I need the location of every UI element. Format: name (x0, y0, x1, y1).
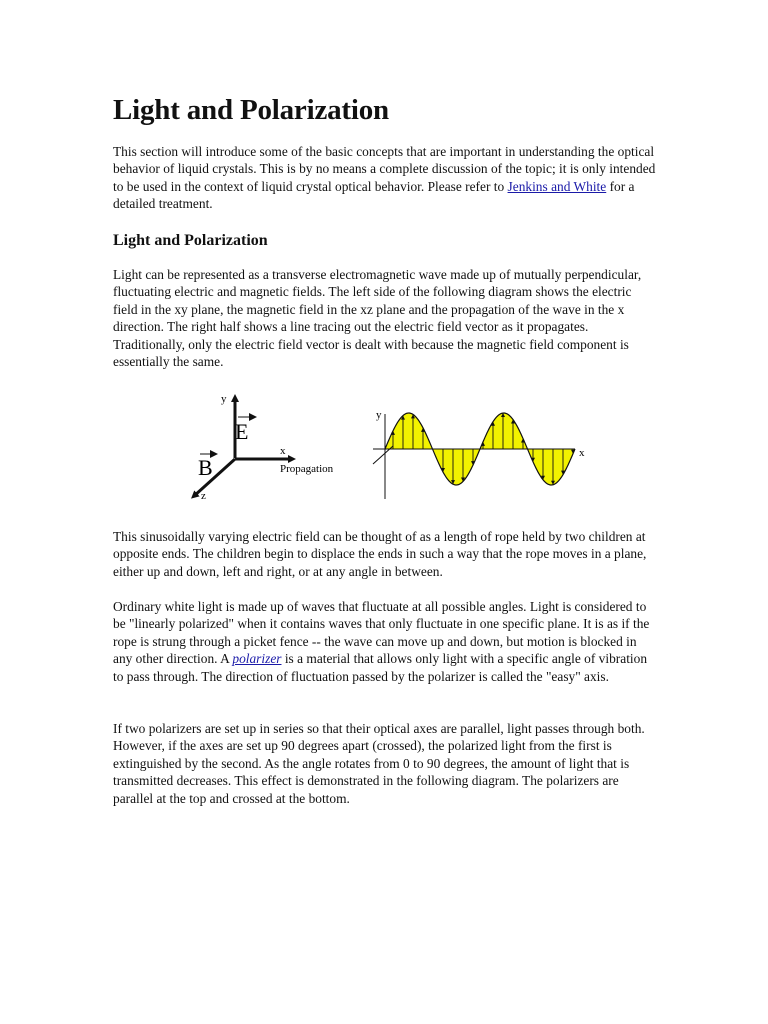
polarizer-paragraph (113, 598, 658, 685)
intro-text-before: This section will introduce some of the basic concepts that are important in understanding the optical behavior of liquid crystals. This is by no means a complete discussion of the topic; it is only intended to be used in the context of liquid crystal optical behavior. Please refer to (113, 144, 656, 194)
e-vector-label: E (235, 419, 249, 444)
section-heading: Light and Polarization (113, 232, 268, 249)
propagation-label: Propagation (280, 463, 334, 475)
axes-diagram (180, 386, 350, 506)
axis-z-label: z (201, 490, 206, 502)
intro-text-after: for a detailed treatment. (113, 178, 635, 212)
axes-svg (180, 386, 350, 506)
rope-paragraph: This sinusoidally varying electric field can be thought of as a length of rope held by two children at opposite ends. The children begin to displace the ends in such a way that the rope moves in a plane, either up and down, left and right, or at any angle in between. (113, 529, 647, 579)
polarizer-text-before: Ordinary white light is made up of waves that fluctuate at all possible angles. Light is considered to be "linearly polarized" when it contains waves that only fluctuate in one specific plane. It is as if the rope is strung through a picket fence -- the wave can move up and down, but motion is blocked in any other direction. A (113, 599, 650, 667)
wave-svg (368, 404, 593, 504)
jenkins-white-link[interactable]: Jenkins and White (507, 178, 607, 194)
b-vector-label: B (198, 455, 213, 480)
crossed-paragraph: If two polarizers are set up in series so that their optical axes are parallel, light passes through both. However, if the axes are set up 90 degrees apart (crossed), the polarized light from the first is extinguished by the second. As the angle rotates from 0 to 90 degrees, the amount of light that is transmitted decreases. This effect is demonstrated in the following diagram. The polarizers are parallel at the top and crossed at the bottom. (113, 721, 645, 806)
axis-x-label: x (280, 445, 286, 457)
wave-y-label: y (376, 409, 382, 421)
polarizer-link[interactable]: polarizer (232, 651, 282, 667)
axis-y-label: y (221, 393, 227, 405)
intro-paragraph (113, 143, 658, 213)
page-title: Light and Polarization (113, 94, 389, 126)
wave-diagram (368, 404, 593, 504)
wave-paragraph: Light can be represented as a transverse electromagnetic wave made up of mutually perpendicular, fluctuating electric and magnetic fields. The left side of the following diagram shows the electric field in the xy plane, the magnetic field in the xz plane and the propagation of the wave in the x direction. The right half shows a line tracing out the electric field vector as it propagates. Traditionally, only the electric field vector is dealt with because the magnetic field component is essentially the same. (113, 267, 642, 370)
wave-x-label: x (579, 447, 585, 459)
polarizer-text-after: is a material that allows only light with a specific angle of vibration to pass through. The direction of fluctuation passed by the polarizer is called the "easy" axis. (113, 651, 648, 684)
